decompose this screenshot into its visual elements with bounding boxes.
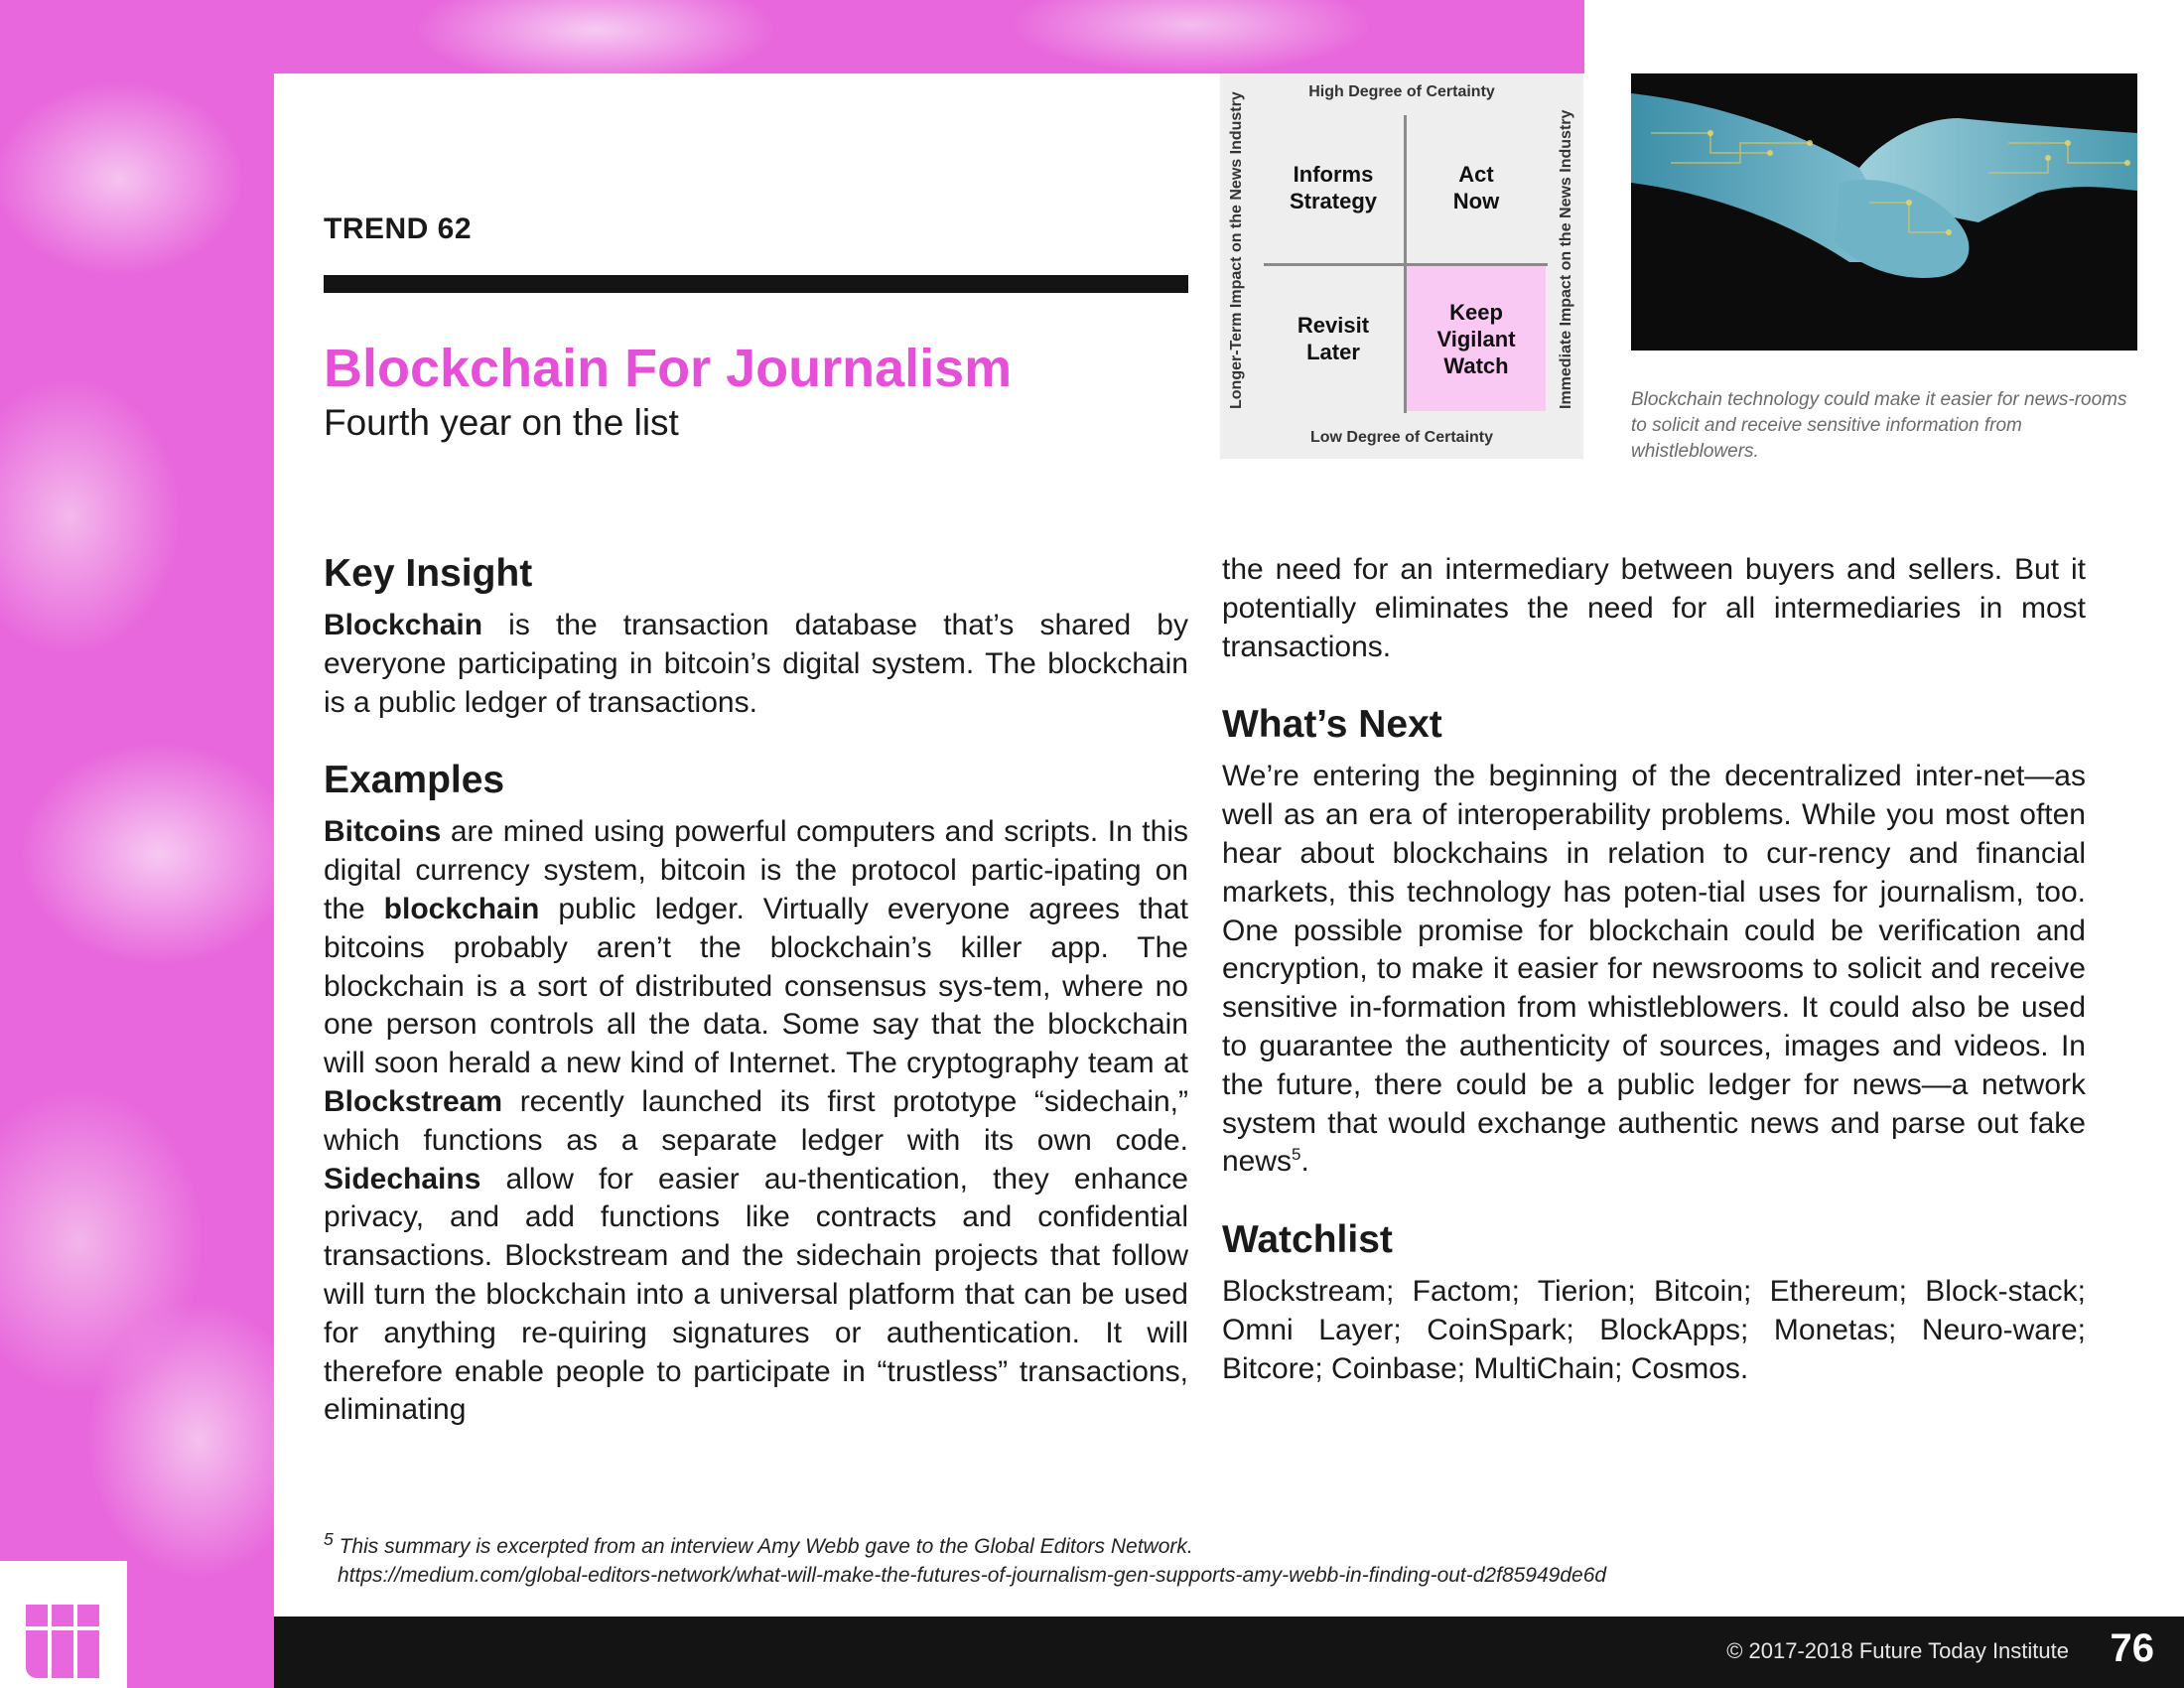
left-column [324,551,1188,1466]
page-title: Blockchain For Journalism [324,339,1013,398]
footnote-link[interactable]: https://medium.com/global-editors-network/what-will-make-the-futures-of-journalism-gen-supports-amy-webb-in-finding-out-d2f85949de6d [338,1564,1607,1587]
image-caption: Blockchain technology could make it easier for news-rooms to solicit and receive sensitive information from whistleblowers. [1631,389,2127,462]
footnote-mark: 5 [324,1529,334,1549]
fti-logo [0,1561,127,1688]
quadrant-informs-strategy: Informs Strategy [1289,162,1378,213]
quadrant-keep-vigilant-watch: Keep Vigilant Watch [1407,266,1546,411]
key-insight-text: Blockchain is the transaction database that’s shared by everyone participating in bitcoin’s digital system. The blockchain is a public ledger of transactions. [324,609,1188,719]
footnote [324,1525,1606,1590]
quadrant-right-label: Immediate Impact on the News Industry [1558,109,1574,409]
quadrant-revisit-later: Revisit Later [1297,313,1370,364]
whats-next-heading: What’s Next [1222,703,1442,747]
watchlist-text: Blockstream; Factom; Tierion; Bitcoin; Ethereum; Block-stack; Omni Layer; CoinSpark; BlockApps; Monetas; Neuro-ware; Bitcore; Coinbase; MultiChain; Cosmos. [1222,1275,2086,1385]
page-number: 76 [2110,1626,2154,1670]
footnote-reference[interactable]: 5 [1292,1145,1301,1165]
watchlist-heading: Watchlist [1222,1218,1393,1262]
certainty-quadrant [1220,73,1583,459]
quadrant-horizontal-axis [1264,263,1548,266]
handshake-circuit-image [1631,73,2137,351]
top-margin [1584,0,2184,73]
right-column [1222,551,2086,1425]
quadrant-top-label: High Degree of Certainty [1308,83,1495,100]
page-subtitle: Fourth year on the list [324,402,679,443]
examples-text: Bitcoins are mined using powerful computers and scripts. In this digital currency system, bitcoin is the protocol partic-ipating on the blockchain public ledger. Virtually everyone agrees that bitcoins probably aren’t the blockchain’s killer app. The blockchain is a sort of distributed consensus sys-tem, where no one person controls all the data. Some say that the blockchain will soon herald a new kind of Internet. The cryptography team at Blockstream recently launched its first prototype “sidechain,” which functions as a separate ledger with its own code. Sidechains allow for easier au-thentication, they enhance privacy, and add functions like contracts and confidential transactions. Blockstream and the sidechain projects that follow will turn the blockchain into a universal platform that can be used for anything re-quiring signatures or authentication. It will therefore enable people to participate in “trustless” transactions, eliminating [324,815,1188,1427]
whats-next-text: We’re entering the beginning of the decentralized inter-net—as well as an era of interoperability problems. While you most often hear about blockchains in relation to cur-rency and financial markets, this technology has poten-tial uses for journalism, too. One possible promise for blockchain could be verification and encryption, to make it easier for newsrooms to solicit and receive sensitive in-formation from whistleblowers. It could also be used to guarantee the authenticity of sources, images and videos. In the future, there could be a public ledger for news—a network system that would exchange authentic news and parse out fake news$^5$. [1222,760,2086,1179]
quadrant-left-label: Longer-Term Impact on the News Industry [1228,91,1245,409]
footer-copyright: © 2017-2018 Future Today Institute [1726,1638,2069,1663]
examples-heading: Examples [324,759,505,802]
footnote-text: This summary is excerpted from an interview Amy Webb gave to the Global Editors Network. [333,1535,1193,1558]
key-insight-heading: Key Insight [324,552,533,595]
quadrant-bottom-label: Low Degree of Certainty [1309,429,1494,446]
quadrant-act-now: Act Now [1452,162,1500,213]
trend-label: TREND 62 [324,212,473,245]
examples-continued-text: the need for an intermediary between buyers and sellers. But it potentially eliminates the need for all intermediaries in most transactions. [1222,553,2086,663]
divider-rule [324,275,1188,293]
handshake-illustration [1631,73,2137,351]
